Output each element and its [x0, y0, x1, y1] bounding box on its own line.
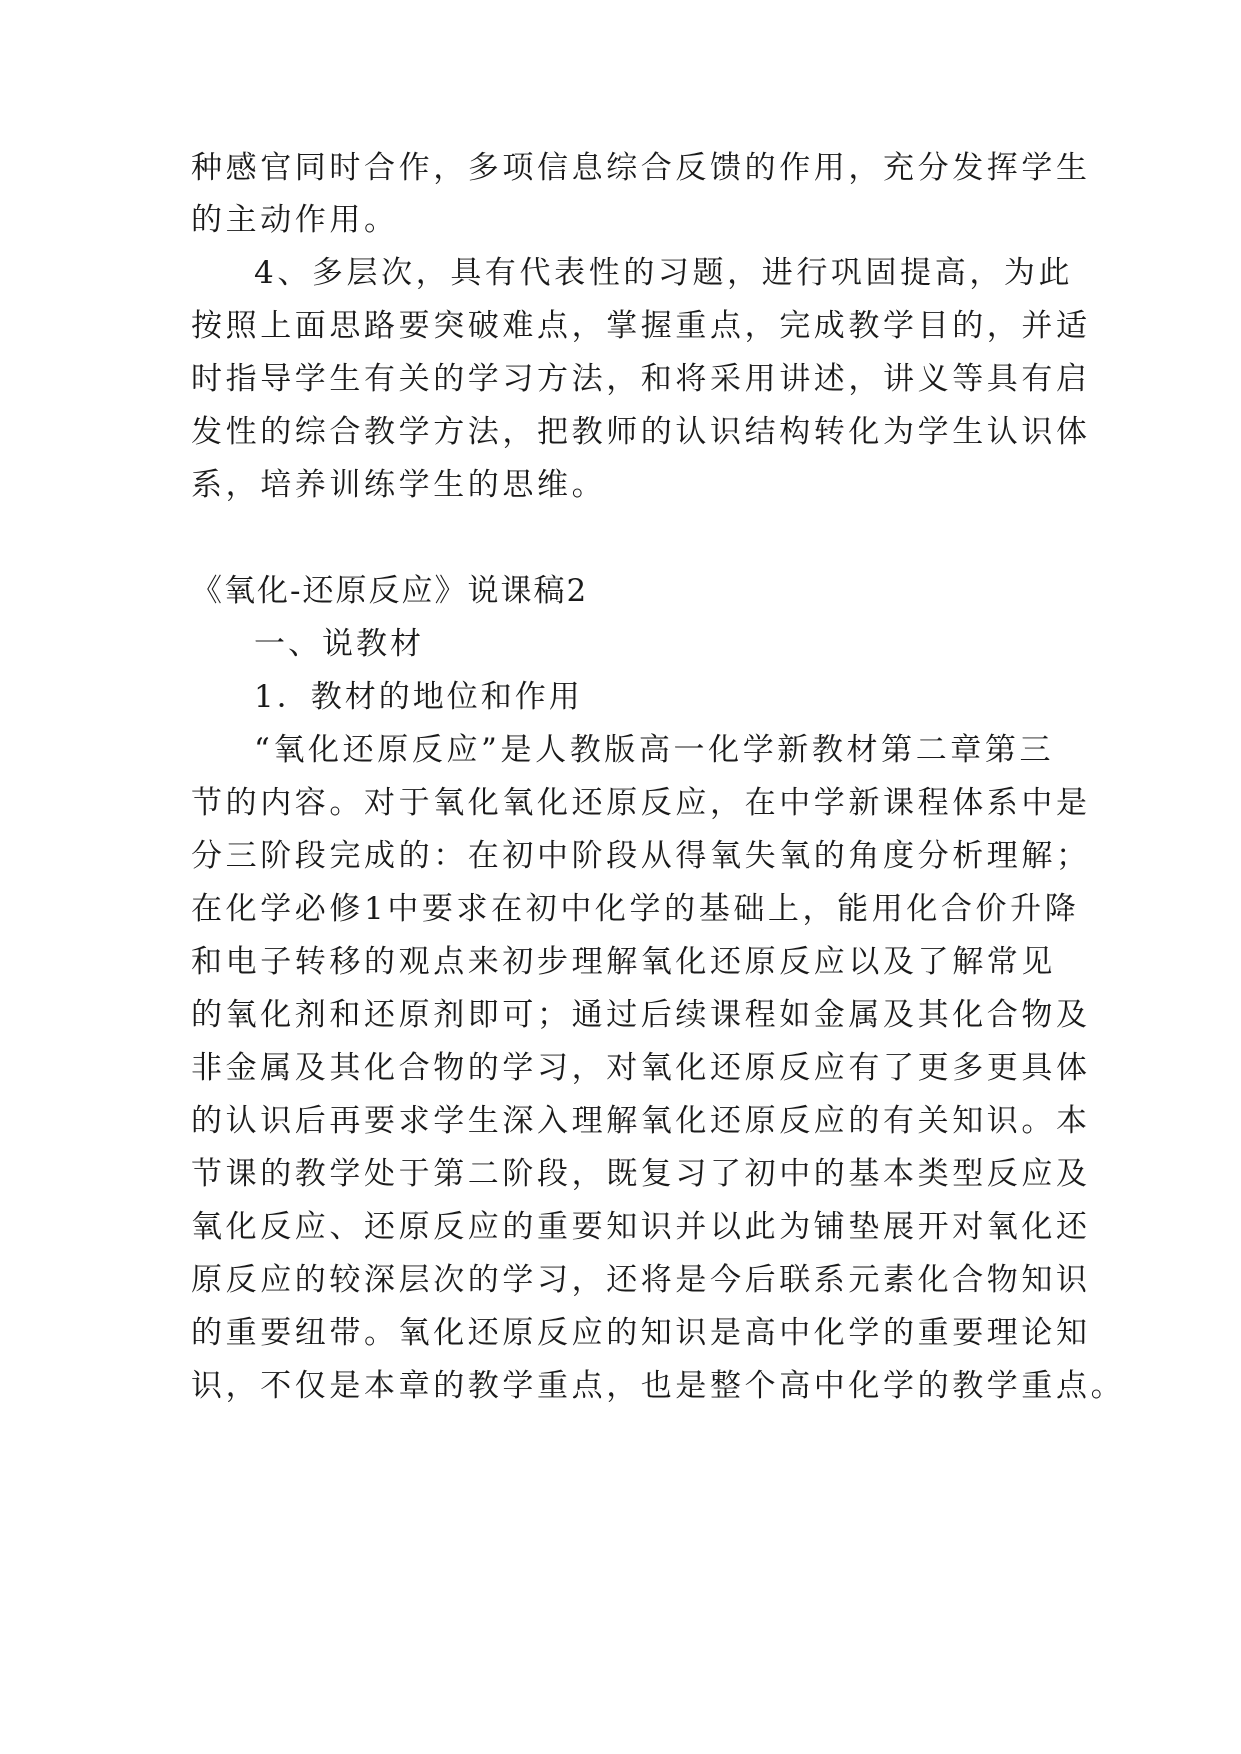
section-title: 《氧化-还原反应》说课稿2 [191, 573, 589, 609]
paragraph-line: 种感官同时合作，多项信息综合反馈的作用，充分发挥学生 [191, 150, 1091, 186]
paragraph-line: 分三阶段完成的：在初中阶段从得氧失氧的角度分析理解； [191, 838, 1091, 874]
paragraph-line: 系，培养训练学生的思维。 [191, 467, 607, 503]
paragraph-line: 节的内容。对于氧化氧化还原反应，在中学新课程体系中是 [191, 785, 1091, 821]
paragraph-line: 节课的教学处于第二阶段，既复习了初中的基本类型反应及 [191, 1156, 1091, 1192]
paragraph-line: 氧化反应、还原反应的重要知识并以此为铺垫展开对氧化还 [191, 1209, 1091, 1245]
paragraph-line: 发性的综合教学方法，把教师的认识结构转化为学生认识体 [191, 414, 1091, 450]
paragraph-line: 的认识后再要求学生深入理解氧化还原反应的有关知识。本 [191, 1103, 1091, 1139]
paragraph-line: 和电子转移的观点来初步理解氧化还原反应以及了解常见 [191, 944, 1056, 980]
paragraph-line: 在化学必修1中要求在初中化学的基础上，能用化合价升降 [191, 891, 1080, 927]
paragraph-line: 的主动作用。 [191, 202, 399, 238]
paragraph-line: 时指导学生有关的学习方法，和将采用讲述，讲义等具有启 [191, 361, 1091, 397]
paragraph-line: 原反应的较深层次的学习，还将是今后联系元素化合物知识 [191, 1262, 1091, 1298]
paragraph-line: 非金属及其化合物的学习，对氧化还原反应有了更多更具体 [191, 1050, 1091, 1086]
paragraph-line: 按照上面思路要突破难点，掌握重点，完成教学目的，并适 [191, 308, 1091, 344]
paragraph-line: 的重要纽带。氧化还原反应的知识是高中化学的重要理论知 [191, 1315, 1091, 1351]
paragraph-line: 的氧化剂和还原剂即可；通过后续课程如金属及其化合物及 [191, 997, 1091, 1033]
paragraph-line: 4、多层次，具有代表性的习题，进行巩固提高，为此 [254, 255, 1074, 291]
section-heading: 一、说教材 [254, 626, 424, 662]
paragraph-line: 识，不仅是本章的教学重点，也是整个高中化学的教学重点。 [191, 1368, 1126, 1404]
subsection-heading: 1．教材的地位和作用 [254, 679, 583, 715]
paragraph-line: “氧化还原反应”是人教版高一化学新教材第二章第三 [254, 732, 1055, 768]
